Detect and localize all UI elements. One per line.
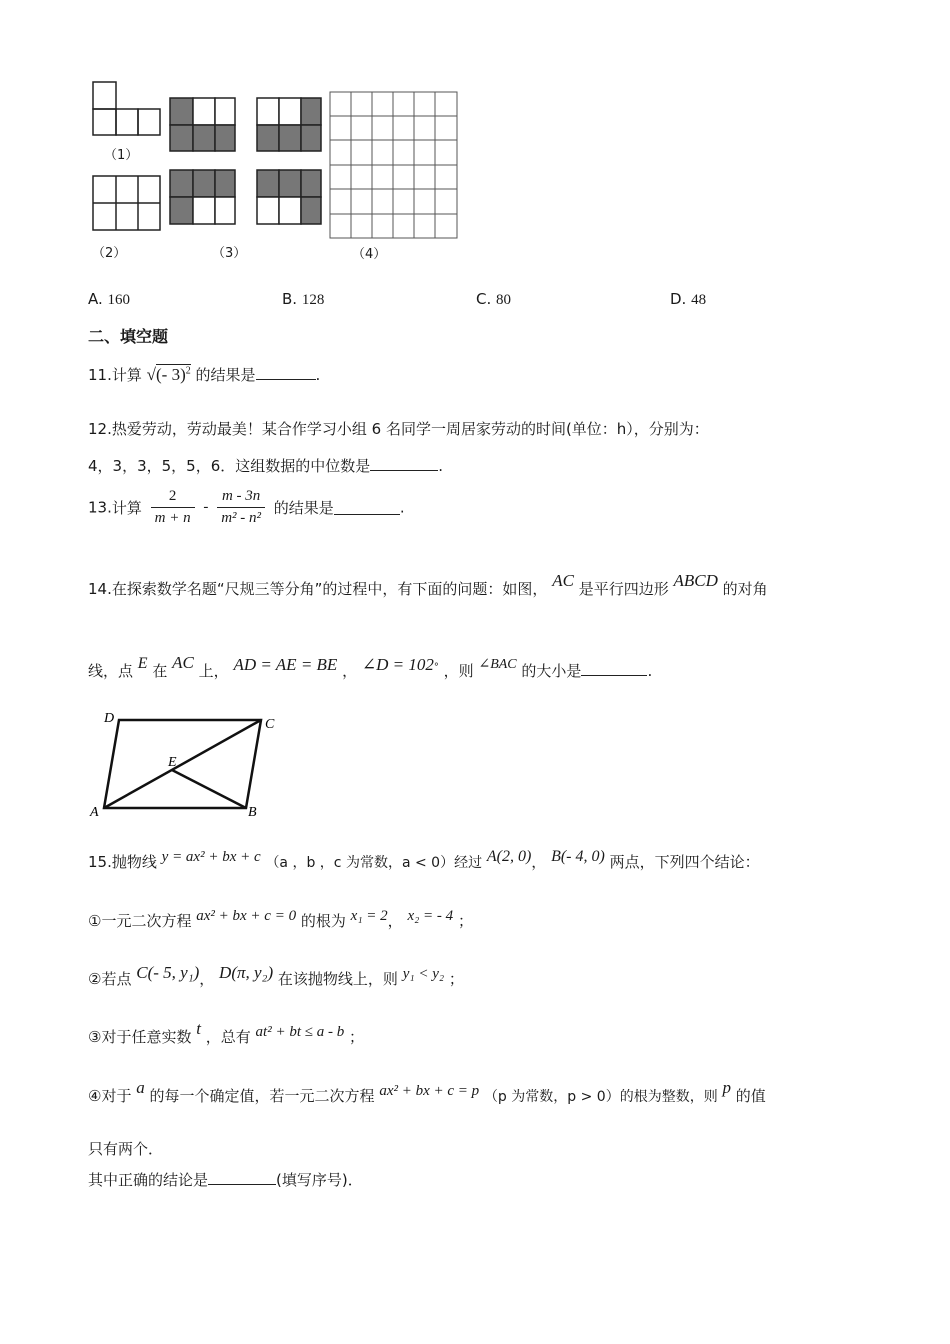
question-14-line2: 线，点 E 在 AC 上， AD = AE = BE ， ∠D = 102° ，则 ∠BAC 的大小是 . [88,653,653,680]
question-15-line1: 15.抛物线 y = ax² + bx + c （a ，b ，c 为常数，a < 0）经过 A(2, 0)， B(- 4, 0) 两点，下列四个结论： [88,848,760,871]
conclusion-4-line2: 只有两个． [88,1140,164,1158]
section-title: 二、填空题 [88,327,169,346]
question-14-line1: 14.在探索数学名题“尺规三等分角”的过程中，有下面的问题：如图， AC 是平行四边形 ABCD 的对角 [88,571,768,598]
question-11: 11.计算 √(- 3)$^2$ 的结果是 . [88,365,321,384]
grid-figures [80,78,480,268]
label-b: B [248,805,257,820]
question-13: 13.计算 $\frac{2}{m + n}$ - $\frac{m - 3n}{\text{m² - n²}}$ 的结果是 . [88,488,405,526]
label-c: C [265,717,275,732]
conclusion-2: ②若点 C(- 5, y₁)， D(π, y₂) 在该抛物线上，则 y₁ < y₂ ； [88,963,464,988]
option-c: C. 80 [476,290,512,308]
conclusion-1: ①一元二次方程 ax² + bx + c = 0 的根为 x₁ = 2， x₂ = - 4 ； [88,908,473,930]
conclusion-4-line1: ④对于 a 的每一个确定值，若一元二次方程 ax² + bx + c = p （p 为常数，p > 0）的根为整数，则 p 的值 [88,1078,766,1105]
caption-3: （3） [212,246,247,261]
question-12-line1: 12.热爱劳动，劳动最美！某合作学习小组 6 名同学一周居家劳动的时间(单位：h），分别为： [88,420,709,438]
option-d: D. 48 [670,290,707,308]
caption-4: （4） [352,247,387,262]
option-a: A. 160 [88,290,131,308]
option-b: B. 128 [282,290,325,308]
caption-2: （2） [92,246,127,261]
label-a: A [90,805,99,820]
question-12-line2: 4，3，3，5，5，6．这组数据的中位数是 . [88,457,444,475]
label-d: D [104,711,115,726]
parallelogram-figure [86,706,286,822]
conclusion-3: ③对于任意实数 t ，总有 at² + bt ≤ a - b ； [88,1019,365,1046]
label-e: E [168,755,177,770]
question-15-final: 其中正确的结论是 (填写序号)． [88,1171,363,1189]
caption-1: （1） [104,148,139,163]
